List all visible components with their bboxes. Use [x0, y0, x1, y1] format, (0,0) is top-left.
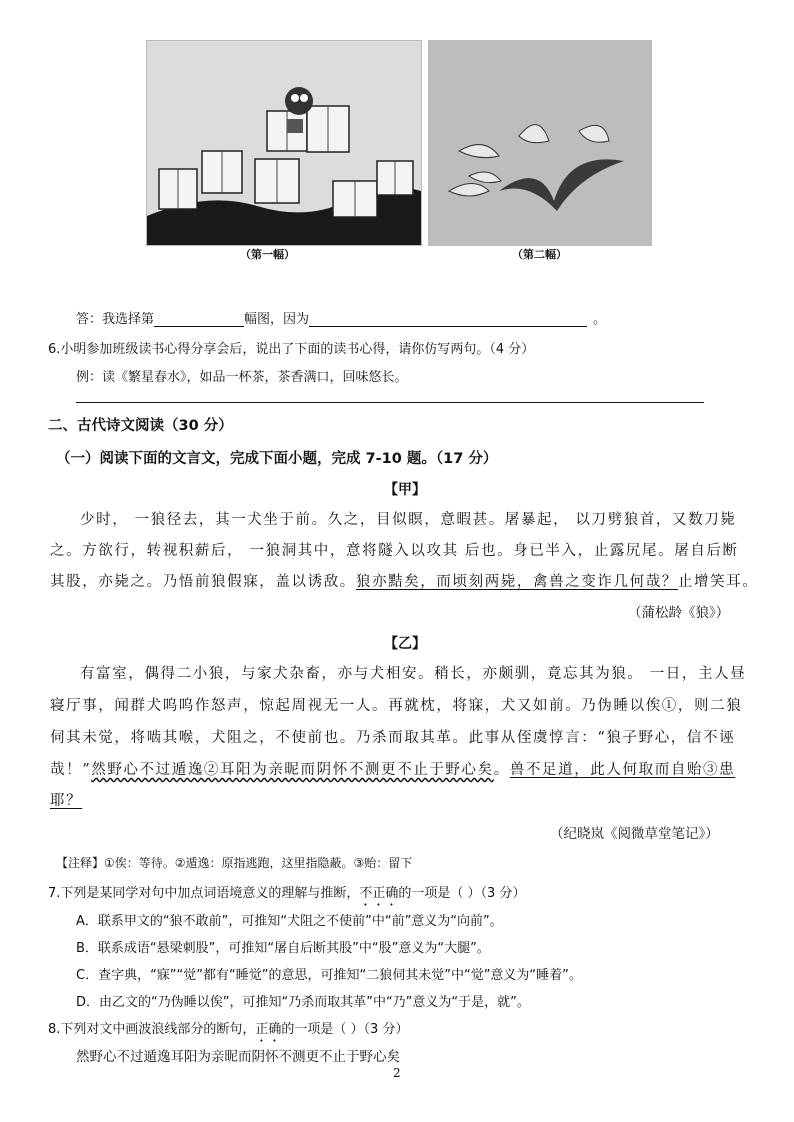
- q8-stem-a: 8.下列对文中画波浪线部分的断句，: [48, 1022, 256, 1037]
- passage-yi-notes: 【注释】①俟：等待。②遁逸：原指逃跑，这里指隐蔽。③贻：留下: [56, 856, 413, 870]
- q5-suffix: 。: [593, 312, 607, 327]
- passage-jia-line-2: 之。方欲行，转视积薪后， 一狼洞其中，意将隧入以攻其 后也。身已半入，止露尻尾。屠自后断: [50, 543, 739, 559]
- q5-answer-line: [76, 308, 606, 327]
- q5-middle: 幅图，因为: [244, 312, 310, 327]
- passage-jia-title: 【甲】: [384, 482, 426, 498]
- q8-stem-emphasis: 正确: [255, 1022, 282, 1037]
- passage-jia-line-1: 少时， 一狼径去，其一犬坐于前。久之，目似瞑，意暇甚。屠暴起， 以刀劈狼首，又数刀毙: [80, 512, 737, 528]
- section2-title: 二、古代诗文阅读（30 分）: [48, 418, 233, 434]
- q7-stem-emphasis: 不正确: [359, 886, 399, 901]
- figure-2-caption: （第二幅）: [512, 248, 567, 261]
- page-number: 2: [393, 1066, 401, 1080]
- passage-jia-line-3-a: 其股，亦毙之。乃悟前狼假寐，盖以诱敌。: [50, 574, 356, 590]
- passage-jia-underlined: 狼亦黠矣，而顷刻两毙，禽兽之变诈几何哉？: [355, 574, 678, 590]
- figure-1-caption: （第一幅）: [240, 248, 295, 261]
- passage-yi-line-2: 寝厅事，闻群犬呜呜作怒声，惊起周视无一人。再就枕，将寐，犬又如前。乃伪睡以俟①，则二狼: [50, 698, 743, 714]
- section2-subtitle: （一）阅读下面的文言文，完成下面小题，完成 7-10 题。（17 分）: [56, 451, 498, 467]
- passage-jia-line-3-b: 止增笑耳。: [677, 574, 759, 590]
- q8-stem: [48, 1018, 408, 1045]
- q5-prefix: 答：我选择第: [76, 312, 155, 327]
- passage-jia-line-3: [50, 567, 758, 598]
- passage-yi-underlined: 兽不足道，此人何取而自贻③患: [509, 762, 736, 778]
- figure-1-image: [146, 40, 422, 246]
- q5-blank-2[interactable]: [309, 312, 587, 327]
- passage-yi-underlined-end: 耶？: [50, 793, 83, 809]
- passage-yi-line-4-b: 。: [493, 762, 510, 778]
- passage-yi-source: （纪晓岚《阅微草堂笔记》）: [550, 826, 719, 842]
- passage-yi-line-3: 伺其未觉，将啮其喉，犬阻之，不使前也。乃杀而取其革。此事从侄虞惇言：“狼子野心，信不诬: [50, 730, 736, 746]
- q7-option-a: A．联系甲文的“狼不敢前”，可推知“犬阻之不使前”中“前”意义为“向前”。: [76, 914, 503, 929]
- passage-jia-source: （蒲松龄《狼》）: [628, 605, 730, 621]
- q6-answer-line[interactable]: [76, 402, 704, 403]
- q6-example: 例：读《繁星春水》，如品一杯茶，茶香满口，回味悠长。: [76, 370, 408, 385]
- q7-option-b: B．联系成语“悬梁刺股”，可推知“屠自后断其股”中“股”意义为“大腿”。: [76, 941, 490, 956]
- q8-stem-b: 的一项是（ ）（3 分）: [281, 1022, 409, 1037]
- q5-blank-1[interactable]: [154, 312, 244, 327]
- q7-option-d: D．由乙文的“乃伪睡以俟”，可推知“乃杀而取其革”中“乃”意义为“于是，就”。: [76, 995, 530, 1010]
- q7-stem-b: 的一项是（ ）（3 分）: [398, 886, 526, 901]
- q6-question: 6.小明参加班级读书心得分享会后，说出了下面的读书心得，请你仿写两句。（4 分）: [48, 342, 535, 357]
- q7-option-c: C．查字典，“寐”“觉”都有“睡觉”的意思，可推知“二狼伺其未觉”中“觉”意义为“睡着”。: [76, 968, 582, 983]
- passage-yi-wavy: 然野心不过遁逸②耳阳为亲昵而阴怀不测更不止于野心矣: [91, 762, 494, 778]
- q8-sentence: 然野心不过遁逸耳阳为亲昵而阴怀不测更不止于野心矣: [76, 1049, 400, 1065]
- figure-2-image: [428, 40, 652, 246]
- passage-yi-line-1: 有富室，偶得二小狼，与家犬杂畜，亦与犬相安。稍长，亦颇驯，竟忘其为狼。 一日，主人昼: [80, 666, 747, 682]
- passage-yi-line-4: [50, 755, 735, 786]
- q7-stem-a: 7.下列是某同学对句中加点词语境意义的理解与推断，: [48, 886, 360, 901]
- passage-yi-line-4-a: 哉！”: [50, 762, 92, 778]
- q7-stem: [48, 882, 525, 909]
- passage-yi-title: 【乙】: [384, 636, 426, 652]
- passage-yi-line-5: [50, 786, 82, 817]
